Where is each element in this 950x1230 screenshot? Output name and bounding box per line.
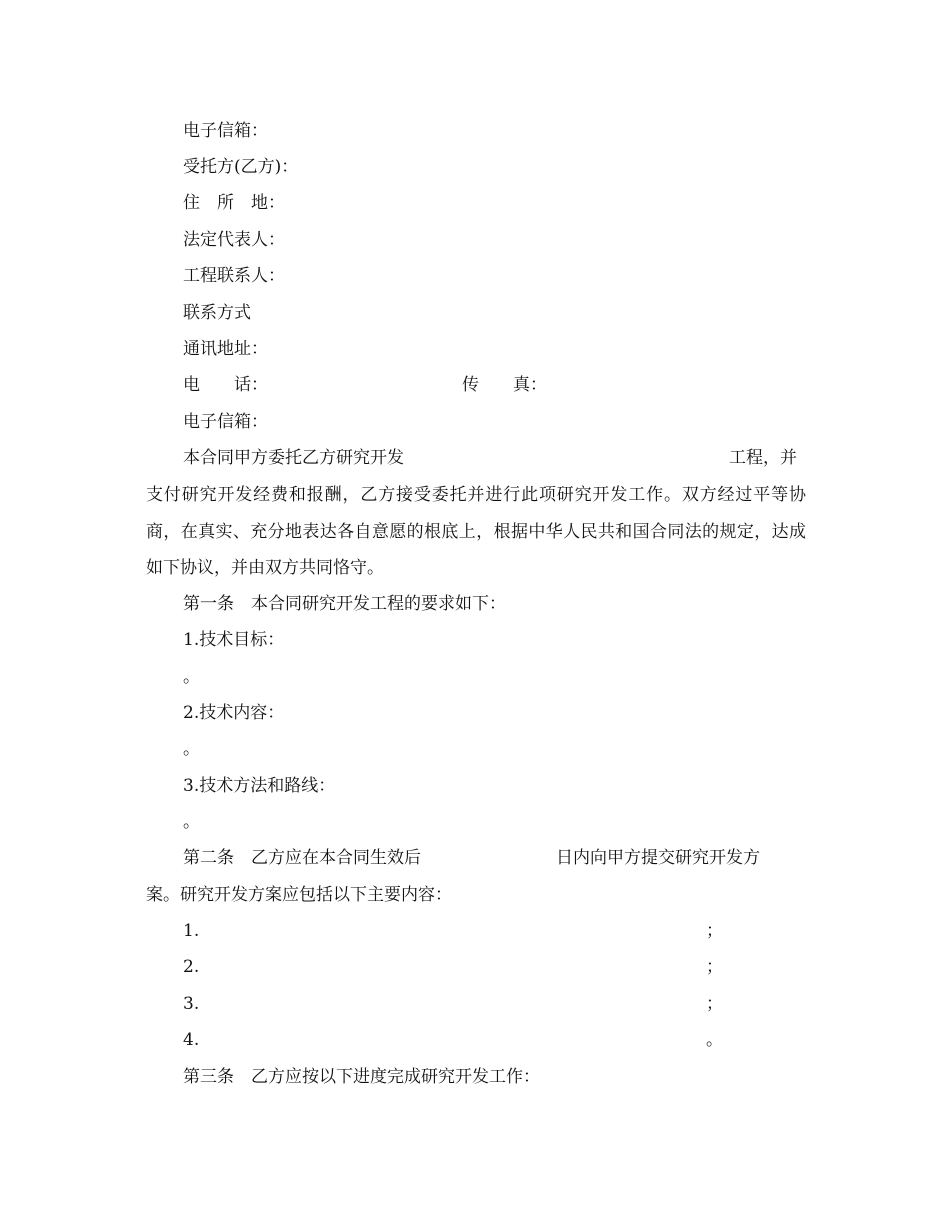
tech-method-end: 。 bbox=[183, 812, 200, 832]
plan-item-3 bbox=[0, 993, 950, 1015]
legal-representative-label: 法定代表人： bbox=[183, 230, 285, 250]
email-label-party-b: 电子信箱： bbox=[183, 412, 268, 432]
phone-label: 电 话： bbox=[183, 375, 268, 395]
plan-item-1-number: 1. bbox=[183, 921, 200, 941]
email-label-party-a: 电子信箱： bbox=[183, 121, 268, 141]
fax-label: 传 真： bbox=[462, 375, 547, 395]
article-two-second-line: 案。研究开发方案应包括以下主要内容： bbox=[146, 885, 452, 905]
entrusted-party-label: 受托方(乙方)： bbox=[183, 157, 299, 177]
plan-item-4-end: 。 bbox=[706, 1030, 723, 1050]
article-two-segment-b: 日内向甲方提交研究开发方 bbox=[556, 848, 760, 868]
plan-item-3-end: ； bbox=[706, 994, 723, 1014]
project-contact-label: 工程联系人： bbox=[183, 266, 285, 286]
tech-goal-end: 。 bbox=[183, 667, 200, 687]
article-one-heading: 第一条 本合同研究开发工程的要求如下： bbox=[183, 594, 506, 614]
plan-item-2 bbox=[0, 956, 950, 978]
intro-project-segment: 工程，并 bbox=[729, 448, 797, 468]
plan-item-4-number: 4. bbox=[183, 1030, 200, 1050]
tech-goal-label: 1.技术目标： bbox=[183, 630, 285, 650]
tech-content-end: 。 bbox=[183, 739, 200, 759]
article-two-first-line bbox=[0, 847, 950, 869]
plan-item-2-number: 2. bbox=[183, 957, 200, 977]
tech-content-label: 2.技术内容： bbox=[183, 703, 285, 723]
plan-item-4 bbox=[0, 1029, 950, 1051]
intro-paragraph: 支付研究开发经费和报酬，乙方接受委托并进行此项研究开发工作。双方经过平等协商，在真实、充分地表达各自意愿的根底上，根据中华人民共和国合同法的规定，达成如下协议，并由双方共同恪守。 bbox=[146, 485, 806, 579]
plan-item-3-number: 3. bbox=[183, 994, 200, 1014]
domicile-label: 住 所 地： bbox=[183, 193, 285, 213]
phone-fax-row bbox=[0, 374, 950, 396]
contact-method-label: 联系方式 bbox=[183, 303, 251, 323]
article-three-heading: 第三条 乙方应按以下进度完成研究开发工作： bbox=[183, 1067, 540, 1087]
mailing-address-label: 通讯地址： bbox=[183, 339, 268, 359]
intro-first-line bbox=[0, 447, 950, 469]
tech-method-label: 3.技术方法和路线： bbox=[183, 776, 336, 796]
article-two-segment-a: 第二条 乙方应在本合同生效后 bbox=[183, 848, 421, 868]
intro-first-segment: 本合同甲方委托乙方研究开发 bbox=[183, 448, 404, 468]
plan-item-2-end: ； bbox=[706, 957, 723, 977]
plan-item-1 bbox=[0, 920, 950, 942]
plan-item-1-end: ； bbox=[706, 921, 723, 941]
